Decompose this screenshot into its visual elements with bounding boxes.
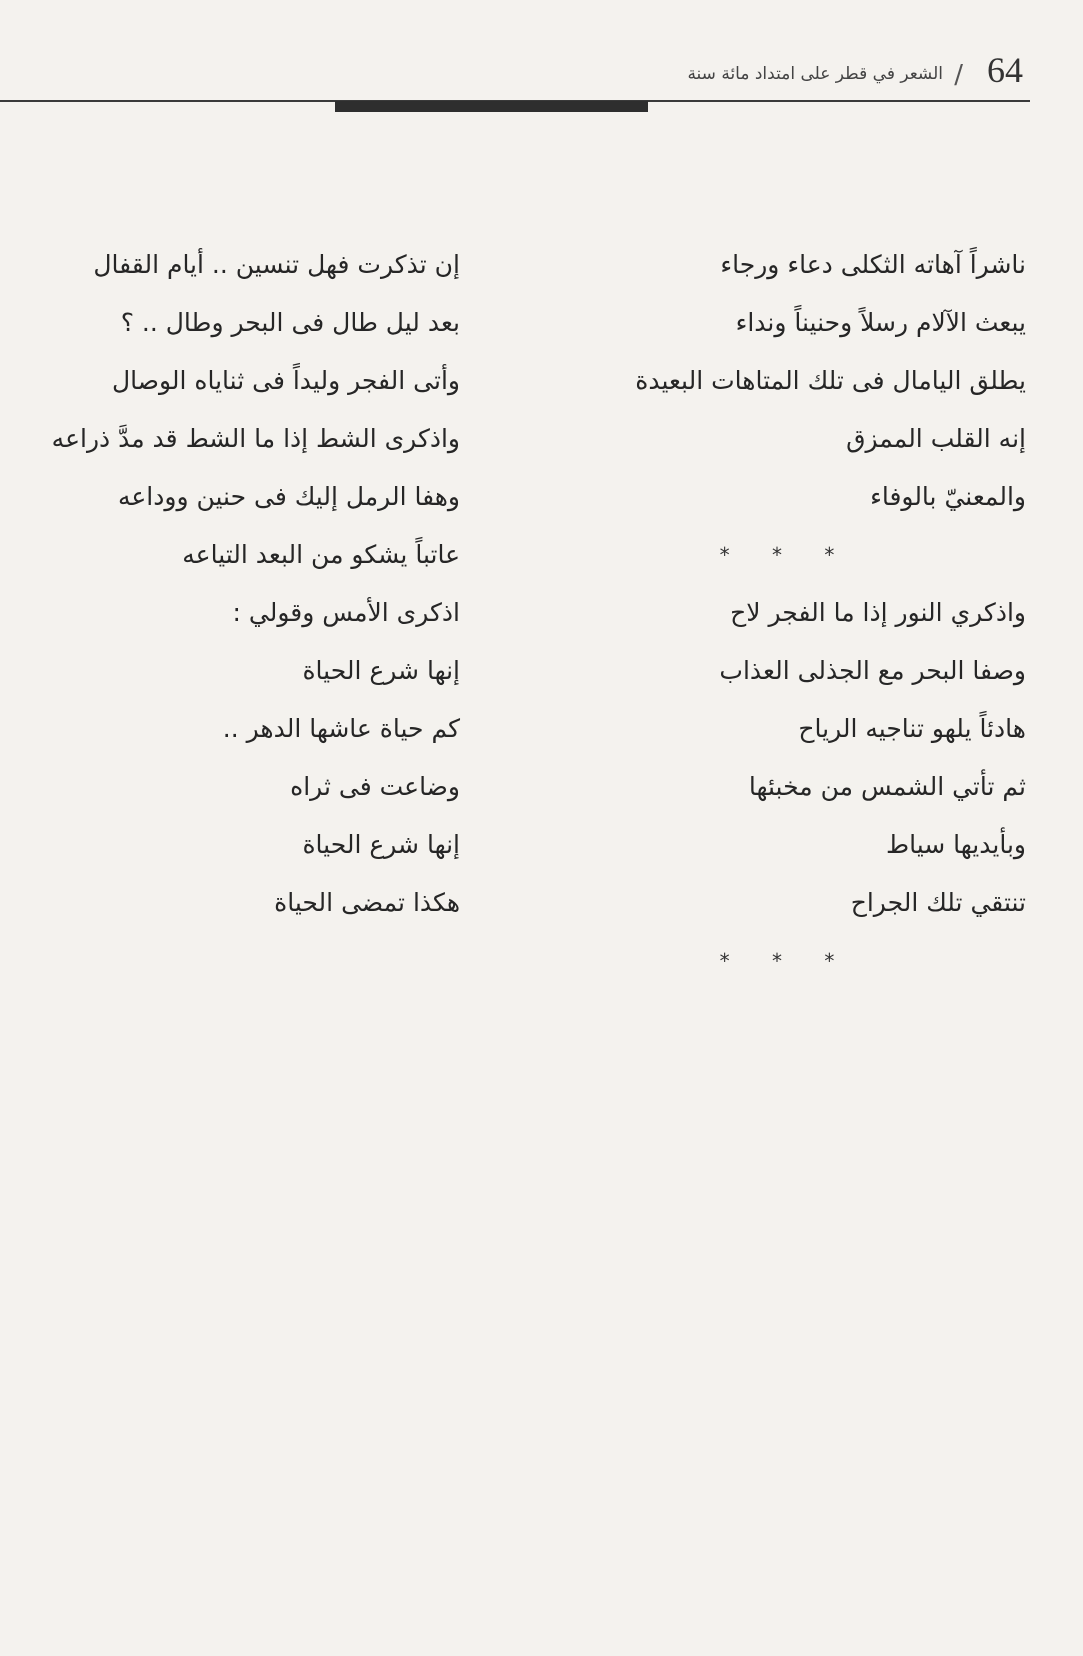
poem-line: بعد ليل طال فى البحر وطال .. ؟: [120, 308, 460, 337]
poem-line: هكذا تمضى الحياة: [274, 888, 460, 917]
poem-line: كم حياة عاشها الدهر ..: [222, 714, 460, 743]
stanza-break: * * *: [719, 949, 853, 973]
poem-line: ناشراً آهاته الثكلى دعاء ورجاء: [720, 250, 1026, 279]
poem-left-column: [20, 236, 460, 932]
poem-line: إنها شرع الحياة: [302, 656, 460, 685]
poem-line: ثم تأتي الشمس من مخبئها: [748, 772, 1026, 801]
poem-line: تنتقي تلك الجراح: [850, 888, 1026, 917]
poem-line: يطلق اليامال فى تلك المتاهات البعيدة: [635, 366, 1026, 395]
poem-right-column: [566, 236, 1026, 990]
poem-line: وضاعت فى ثراه: [290, 772, 460, 801]
poem-line: إن تذكرت فهل تنسين .. أيام القفال: [93, 250, 460, 279]
poem-line: واذكري النور إذا ما الفجر لاح: [730, 598, 1026, 627]
poem-line: وهفا الرمل إليك فى حنين ووداعه: [117, 482, 460, 511]
running-title: الشعر في قطر على امتداد مائة سنة: [687, 64, 943, 84]
poem-line: وبأيديها سياط: [885, 830, 1026, 859]
poem-line: وصفا البحر مع الجذلى العذاب: [719, 656, 1026, 685]
header-separator: /: [954, 60, 963, 90]
poem-line: يبعث الآلام رسلاً وحنيناً ونداء: [735, 308, 1026, 337]
poem-line: والمعنيّ بالوفاء: [870, 482, 1026, 511]
stanza-break: * * *: [719, 543, 853, 567]
poem-line: اذكرى الأمس وقولي :: [232, 598, 460, 627]
poem-line: إنه القلب الممزق: [846, 424, 1026, 453]
poem-line: هادئاً يلهو تناجيه الرياح: [798, 714, 1026, 743]
poem-line: وأتى الفجر وليداً فى ثناياه الوصال: [111, 366, 460, 395]
poem-line: إنها شرع الحياة: [302, 830, 460, 859]
header-bar: [335, 101, 648, 112]
page-header: [0, 50, 1023, 100]
page-number: 64: [987, 50, 1023, 90]
poem-line: واذكرى الشط إذا ما الشط قد مدَّ ذراعه: [51, 424, 460, 453]
poem-line: عاتباً يشكو من البعد التياعه: [182, 540, 460, 569]
